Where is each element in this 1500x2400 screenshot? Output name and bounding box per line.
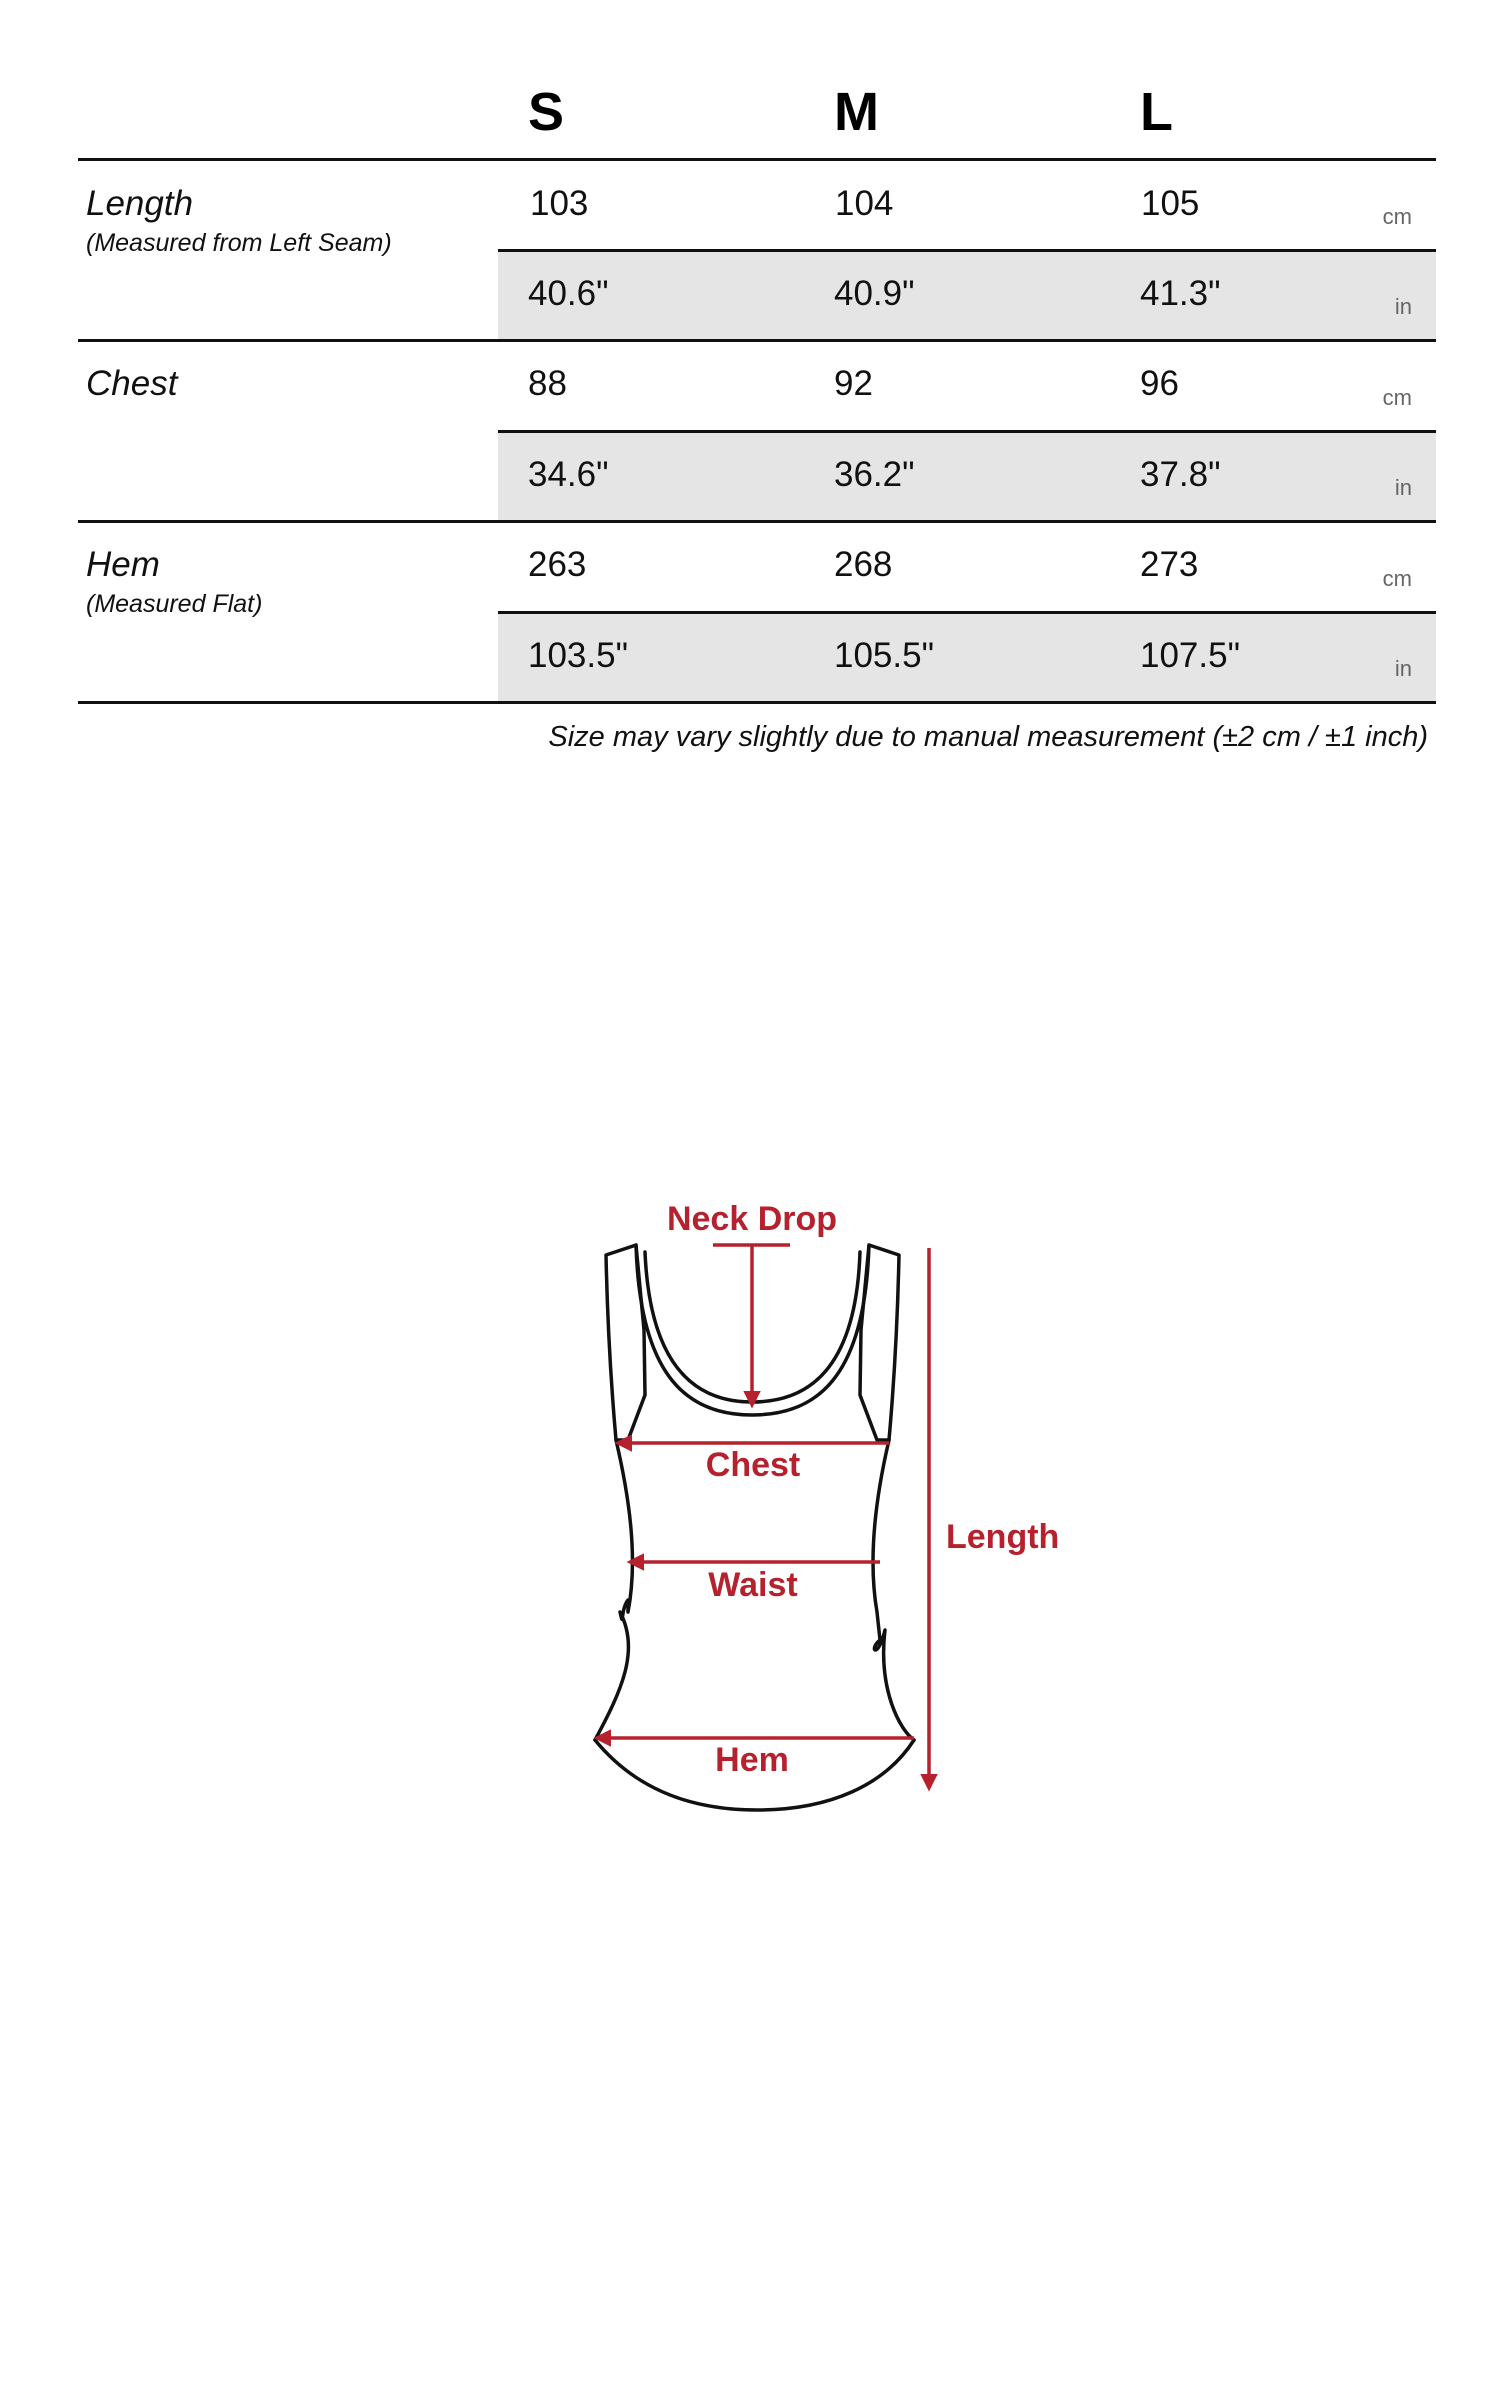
cell-hem-l-in: 107.5" <box>1140 636 1241 675</box>
cell-chest-s-cm: 88 <box>528 364 567 403</box>
row-label-hem: Hem <box>86 545 160 584</box>
measurement-note: Size may vary slightly due to manual measurement (±2 cm / ±1 inch) <box>548 721 1428 753</box>
unit-in: in <box>1394 294 1412 319</box>
label-hem: Hem <box>715 1741 789 1779</box>
right-side <box>873 1440 914 1740</box>
cell-hem-l-cm: 273 <box>1140 545 1199 584</box>
cell-length-m-in: 40.9" <box>834 274 915 313</box>
unit-cm: cm <box>1382 204 1412 229</box>
unit-in: in <box>1394 475 1412 500</box>
row-label-length: Length <box>86 184 194 223</box>
cell-hem-s-in: 103.5" <box>528 636 629 675</box>
unit-in: in <box>1394 656 1412 681</box>
cell-chest-s-in: 34.6" <box>528 455 609 494</box>
unit-cm: cm <box>1382 385 1412 410</box>
row-sublabel-length: (Measured from Left Seam) <box>86 229 392 257</box>
cell-hem-m-cm: 268 <box>834 545 893 584</box>
cell-length-s-in: 40.6" <box>528 274 609 313</box>
cell-chest-l-cm: 96 <box>1140 364 1179 403</box>
size-header-l: L <box>1140 82 1173 142</box>
cell-length-m-cm: 104 <box>835 184 894 223</box>
cell-chest-m-in: 36.2" <box>834 455 915 494</box>
cell-hem-m-in: 105.5" <box>834 636 935 675</box>
cell-length-l-cm: 105 <box>1141 184 1200 223</box>
cell-chest-m-cm: 92 <box>834 364 873 403</box>
cell-hem-s-cm: 263 <box>528 545 587 584</box>
label-length: Length <box>946 1518 1060 1556</box>
label-waist: Waist <box>708 1566 798 1604</box>
label-neck-drop: Neck Drop <box>666 1200 838 1238</box>
cell-length-s-cm: 103 <box>530 184 589 223</box>
left-side <box>595 1440 632 1740</box>
label-chest: Chest <box>705 1446 801 1484</box>
row-label-chest: Chest <box>86 364 178 403</box>
cell-length-l-in: 41.3" <box>1140 274 1221 313</box>
size-header-s: S <box>528 82 565 142</box>
size-header-m: M <box>834 82 879 142</box>
row-sublabel-hem: (Measured Flat) <box>86 590 263 618</box>
unit-cm: cm <box>1382 566 1412 591</box>
cell-chest-l-in: 37.8" <box>1140 455 1221 494</box>
garment-outline <box>595 1245 914 1810</box>
